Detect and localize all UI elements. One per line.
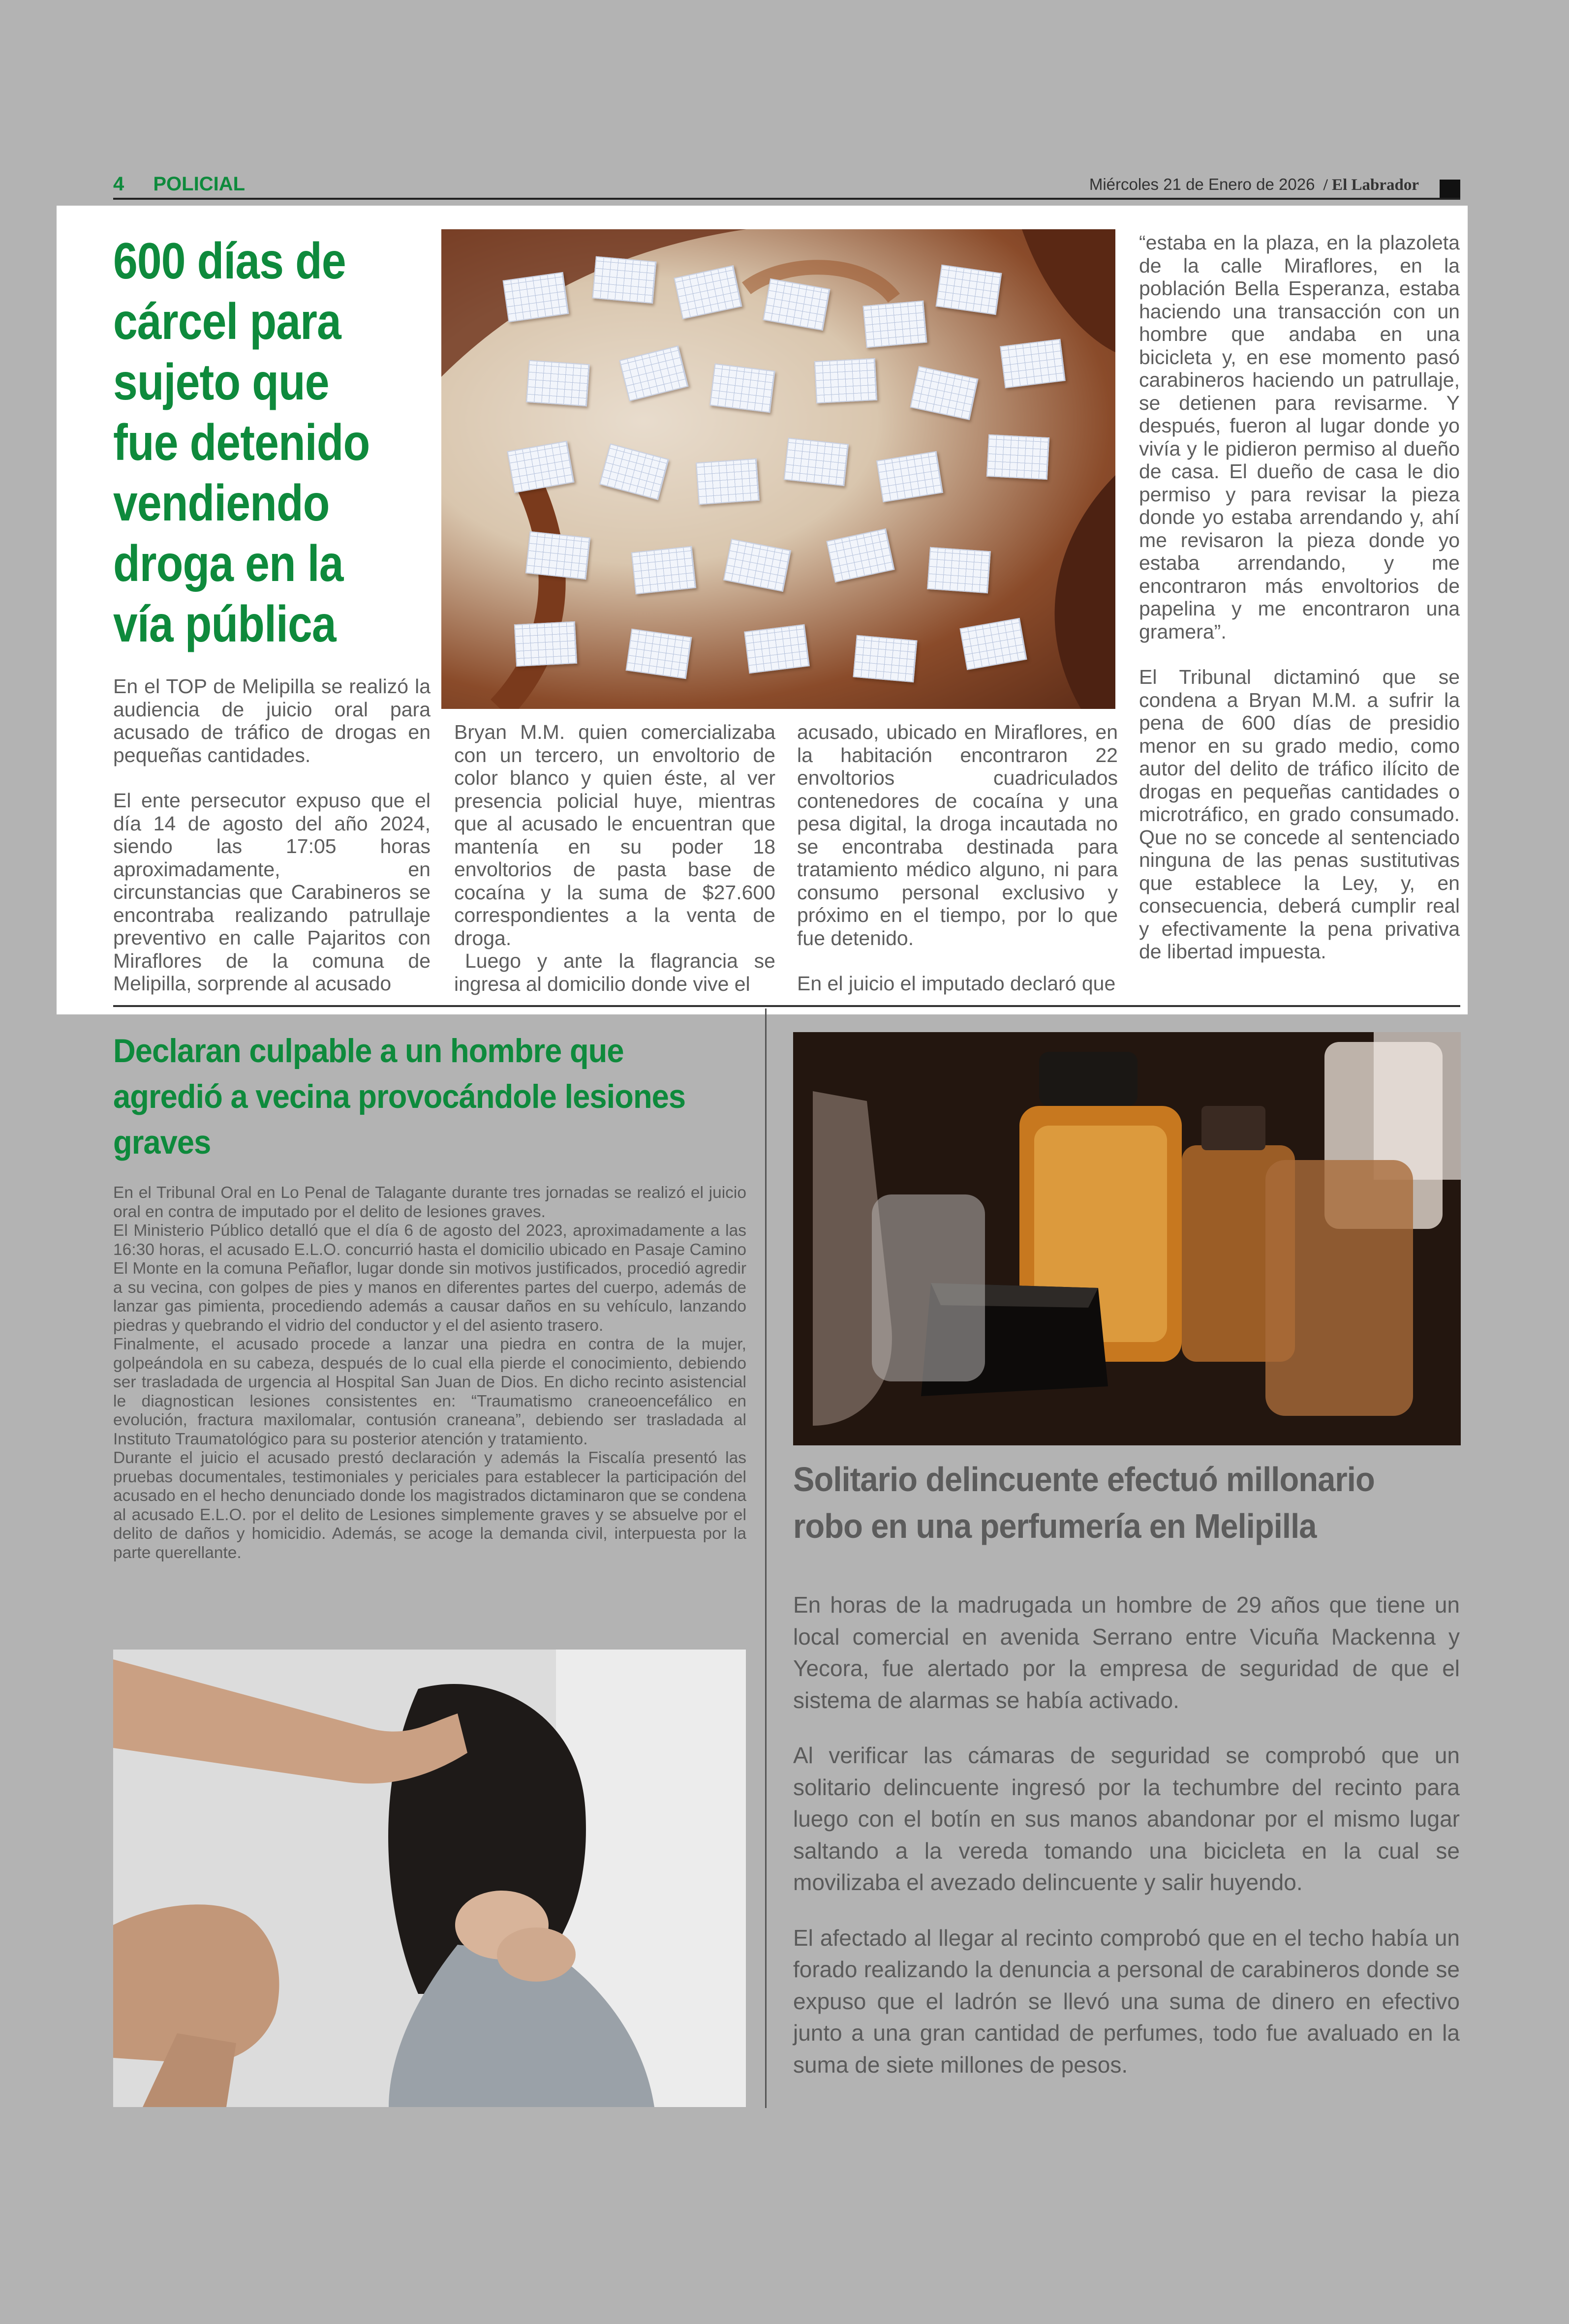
story3-headline: Solitario delincuente efectuó millonario robo en una perfumería en Melipilla [793,1460,1375,1545]
story2-paragraph: Durante el juicio el acusado prestó declaración y además la Fiscalía presentó las pruebas documentales, testimoniales y periciales para establecer la participación del acusado en el hecho denunciado donde los magistrados dictaminaron que se condena al acusado E.L.O. por el delito de Lesiones simplemente graves y se absuelve por el delito de daños y homicidio. Además, se acoge la demanda civil, interpuesta por la parte querellante. [113,1449,746,1562]
column-divider-rule [765,1009,767,2108]
story1-paragraph: El Tribunal dictaminó que se condena a Bryan M.M. a sufrir la pena de 600 días de presidio menor en su grado medio, como autor del delito de tráfico ilícito de drogas en pequeñas cantidades o microtráfico, en grado consumado. Que no se concede al sentenciado ninguna de las penas sustitutivas que establece la Ley, y, en consecuencia, deberá cumplir real y efectivamente la pena privativa de libertad impuesta. [1139,666,1460,963]
section-divider-rule [113,1005,1460,1007]
story3-paragraph: El afectado al llegar al recinto comprobó que en el techo había un forado realizando la denuncia a personal de carabineros donde se expuso que el ladrón se llevó una suma de dinero en efectivo junto a una gran cantidad de perfumes, todo fue avaluado en la suma de siete millones de pesos. [793,1925,1460,2078]
story2-body [113,1184,746,1562]
story2-headline: Declaran culpable a un hombre que agredió a vecina provocándole lesiones graves [113,1032,686,1161]
section-label: POLICIAL [153,173,246,195]
story3-paragraph: Al verificar las cámaras de seguridad se comprobó que un solitario delincuente ingresó por la techumbre del recinto para luego con el botín en sus manos abandonar por el mismo lugar saltando a la vereda tomando una bicicleta en la cual se movilizaba el avezado delincuente y salir huyendo. [793,1743,1460,1895]
drug-packets-photo [441,229,1115,709]
story3-paragraph: En horas de la madrugada un hombre de 29 años que tiene un local comercial en avenida Serrano entre Vicuña Mackenna y Yecora, fue alertado por la empresa de seguridad de que el sistema de alarmas se había activado. [793,1592,1460,1713]
story2-paragraph: El Ministerio Público detalló que el día 6 de agosto del 2023, aproximadamente a las 16:30 horas, el acusado E.L.O. concurrió hasta el domicilio ubicado en Pasaje Camino El Monte en la comuna Peñaflor, lugar donde sin motivos justificados, procedió agredir a su vecina, con golpes de pies y manos en diferentes partes del cuerpo, además de lanzar gas pimienta, procediendo además a causar daños en su vehículo, lanzando piedras y quebrando el vidrio del conductor y el del asiento trasero. [113,1222,746,1335]
story1-quote: “estaba en la plaza, en la plazoleta de la calle Miraflores, en la población Bella Esperanza, estaba haciendo una transacción con un hombre que andaba en una bicicleta y, en ese momento pasó carabineros haciendo un patrullaje, se detienen para revisarme. Y después, fueron al lugar donde yo vivía y le pidieron permiso al dueño de casa. El dueño de casa le dio permiso y para revisar la pieza donde yo estaba arrendando y, ahí me revisaron la pieza donde yo estaba arrendando, y me encontraron más envoltorios de papelina y me encontraron una gramera”. [1139,231,1460,643]
perfume-bottles-graphic [793,1032,1461,1445]
page-header-left [113,173,245,195]
story1-paragraph: El ente persecutor expuso que el día 14 de agosto del año 2024, siendo las 17:05 horas aproximadamente, en circunstancias que Carabineros se encontraba realizando patrullaje preventivo en calle Pajaritos con Miraflores de la comuna de Melipilla, sorprende al acusado [113,789,431,995]
story1-column-3 [797,721,1118,995]
story1-paragraph: Bryan M.M. quien comercializaba con un tercero, un envoltorio de color blanco y quien éste, al ver presencia policial huye, mientras que al acusado le encuentran que mantenía en su poder 18 envoltorios de pasta base de cocaína y la suma de $27.600 correspondientes a la venta de droga. [454,721,775,949]
page-header-right [1089,175,1419,194]
header-rule [113,198,1460,200]
story2-paragraph: Finalmente, el acusado procede a lanzar una piedra en contra de la mujer, golpeándola en su cabeza, después de lo cual ella pierde el conocimiento, debiendo ser trasladada de urgencia al Hospital San Juan de Dios. En dicho recinto asistencial le diagnostican lesiones consistentes en: “Traumatismo craneoencefálico en evolución, fractura maxilomalar, contusión craneana”, debiendo ser trasladada al Instituto Traumatológico para su posterior atención y tratamiento. [113,1335,746,1448]
header-square-mark [1440,180,1460,198]
story1-paragraph: Luego y ante la flagrancia se ingresa al domicilio donde vive el [454,949,775,995]
story2-paragraph: En el Tribunal Oral en Lo Penal de Talagante durante tres jornadas se realizó el juicio oral en contra de imputado por el delito de lesiones graves. [113,1184,746,1221]
story1-column-4 [1139,231,1460,963]
story1-column-1 [113,675,431,995]
assault-illustration-photo [113,1650,746,2107]
publication-name: / El Labrador [1323,176,1419,194]
assault-scene-graphic [113,1650,746,2107]
story1-column-2 [454,721,775,995]
perfume-bottles-photo [793,1032,1461,1445]
story1-headline: 600 días de cárcel para sujeto que fue detenido vendiendo droga en la vía pública [113,233,370,653]
story3-body [793,1589,1460,2104]
issue-date: Miércoles 21 de Enero de 2026 [1089,175,1315,193]
page-number: 4 [113,173,124,195]
story1-paragraph: En el TOP de Melipilla se realizó la audiencia de juicio oral para acusado de tráfico de drogas en pequeñas cantidades. [113,675,431,766]
story1-paragraph: En el juicio el imputado declaró que [797,972,1116,995]
story1-paragraph: acusado, ubicado en Miraflores, en la habitación encontraron 22 envoltorios cuadriculados contenedores de cocaína y una pesa digital, la droga incautada no se encontraba destinada para tratamiento médico alguno, ni para consumo personal exclusivo y próximo en el tiempo, por lo que fue detenido. [797,721,1118,949]
